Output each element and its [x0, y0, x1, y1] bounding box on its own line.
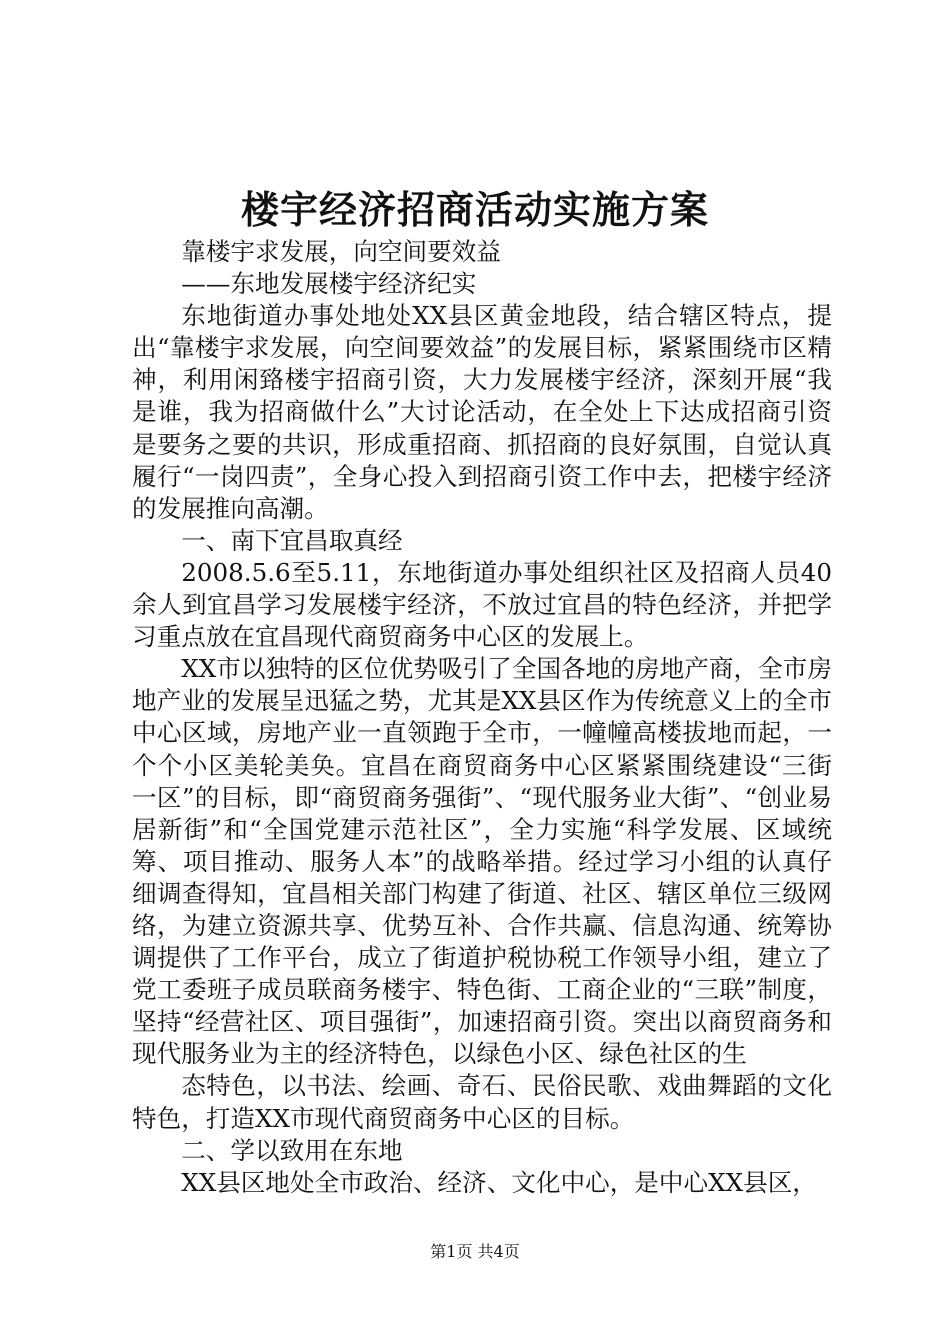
body-paragraph: XX市以独特的区位优势吸引了全国各地的房地产商，全市房地产业的发展呈迅猛之势，尤其是XX县区作为传统意义上的全市中心区域，房地产业一直领跑于全市，一幢幢高楼拔地而起，一个个小区美轮美奂。宜昌在商贸商务中心区紧紧围绕建设“三街一区”的目标，即“商贸商务强街”、“现代服务业大街”、“创业易居新街”和“全国党建示范社区”，全力实施“科学发展、区域统筹、项目推动、服务人本”的战略举措。经过学习小组的认真仔细调查得知，宜昌相关部门构建了街道、社区、辖区单位三级网络，为建立资源共享、优势互补、合作共赢、信息沟通、统筹协调提供了工作平台，成立了街道护税协税工作领导小组，建立了党工委班子成员联商务楼宇、特色街、工商企业的“三联”制度，坚持“经营社区、项目强街”，加速招商引资。突出以商贸商务和现代服务业为主的经济特色，以绿色小区、绿色社区的生: [132, 654, 832, 1069]
document-title: 楼宇经济招商活动实施方案: [240, 187, 709, 232]
section-heading-2: 二、学以致用在东地: [181, 1135, 403, 1165]
body-paragraph: XX县区地处全市政治、经济、文化中心，是中心XX县区，: [181, 1167, 817, 1197]
subtitle-line: 靠楼宇求发展，向空间要效益: [181, 237, 501, 266]
page-number-footer: 第1页 共4页: [430, 1242, 520, 1261]
body-paragraph: 2008.5.6至5.11，东地街道办事处组织社区及招商人员40余人到宜昌学习发展楼宇经济，不放过宜昌的特色经济，并把学习重点放在宜昌现代商贸商务中心区的发展上。: [132, 557, 832, 652]
section-heading-1: 一、南下宜昌取真经: [181, 525, 403, 555]
intro-paragraph: 东地街道办事处地处XX县区黄金地段，结合辖区特点，提出“靠楼宇求发展，向空间要效益”的发展目标，紧紧围绕市区精神，利用闲臵楼宇招商引资，大力发展楼宇经济，深刻开展“我是谁，我为招商做什么”大讨论活动，在全处上下达成招商引资是要务之要的共识，形成重招商、抓招商的良好氛围，自觉认真履行“一岗四责”，全身心投入到招商引资工作中去，把楼宇经济的发展推向高潮。: [132, 301, 832, 523]
document-body: [132, 236, 832, 1199]
body-paragraph: 态特色，以书法、绘画、奇石、民俗民歌、戏曲舞蹈的文化特色，打造XX市现代商贸商务中心区的目标。: [132, 1071, 832, 1133]
subtitle-byline: ——东地发展楼宇经济纪实: [181, 269, 477, 299]
